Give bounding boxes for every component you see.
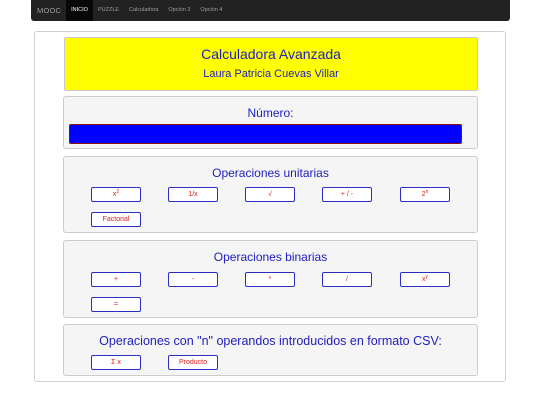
- main-container: [34, 31, 506, 382]
- unary-operations-title: Operaciones unitarias: [212, 166, 329, 180]
- sign-toggle-button[interactable]: + / -: [322, 187, 372, 202]
- multiply-button[interactable]: *: [245, 272, 295, 287]
- numero-input[interactable]: [69, 124, 462, 144]
- power-button[interactable]: [400, 272, 450, 287]
- square-button[interactable]: [91, 187, 141, 202]
- top-navbar: [31, 0, 510, 21]
- product-button[interactable]: Producto: [168, 355, 218, 370]
- header-banner: [64, 37, 478, 91]
- numero-panel: [63, 96, 478, 149]
- power-button-label: x: [422, 276, 426, 283]
- nav-item-inicio[interactable]: INICIO: [66, 0, 93, 21]
- page-title: Calculadora Avanzada: [201, 46, 341, 62]
- equals-button[interactable]: =: [91, 297, 141, 312]
- reciprocal-button[interactable]: 1/x: [168, 187, 218, 202]
- csv-operations-panel: [63, 324, 478, 376]
- divide-button[interactable]: /: [322, 272, 372, 287]
- add-button[interactable]: +: [91, 272, 141, 287]
- power-of-two-superscript: n: [425, 189, 429, 195]
- nav-item-opcion-3[interactable]: Opción 3: [168, 7, 191, 13]
- csv-operations-title: Operaciones con "n" operandos introducidos en formato CSV:: [99, 334, 442, 348]
- square-button-label: x: [112, 191, 117, 198]
- square-superscript: 2: [116, 189, 120, 195]
- nav-item-opcion-4[interactable]: Opción 4: [200, 7, 223, 13]
- subtract-button[interactable]: -: [168, 272, 218, 287]
- nav-item-calculadora[interactable]: Calculadora: [129, 7, 159, 13]
- power-of-two-label: 2: [421, 191, 426, 198]
- sqrt-button[interactable]: √: [245, 187, 295, 202]
- power-superscript: y: [425, 274, 428, 280]
- binary-operations-panel: [63, 240, 478, 318]
- factorial-button[interactable]: Factorial: [91, 212, 141, 227]
- binary-operations-title: Operaciones binarias: [213, 250, 328, 264]
- power-of-two-button[interactable]: [400, 187, 450, 202]
- nav-item-puzzle[interactable]: PUZZLE: [97, 7, 120, 13]
- numero-label: Número:: [247, 106, 294, 120]
- unary-operations-panel: [63, 156, 478, 233]
- navbar-brand[interactable]: MOOC: [37, 6, 62, 15]
- sum-button[interactable]: Σ x: [91, 355, 141, 370]
- author-name: Laura Patricia Cuevas Villar: [203, 68, 339, 80]
